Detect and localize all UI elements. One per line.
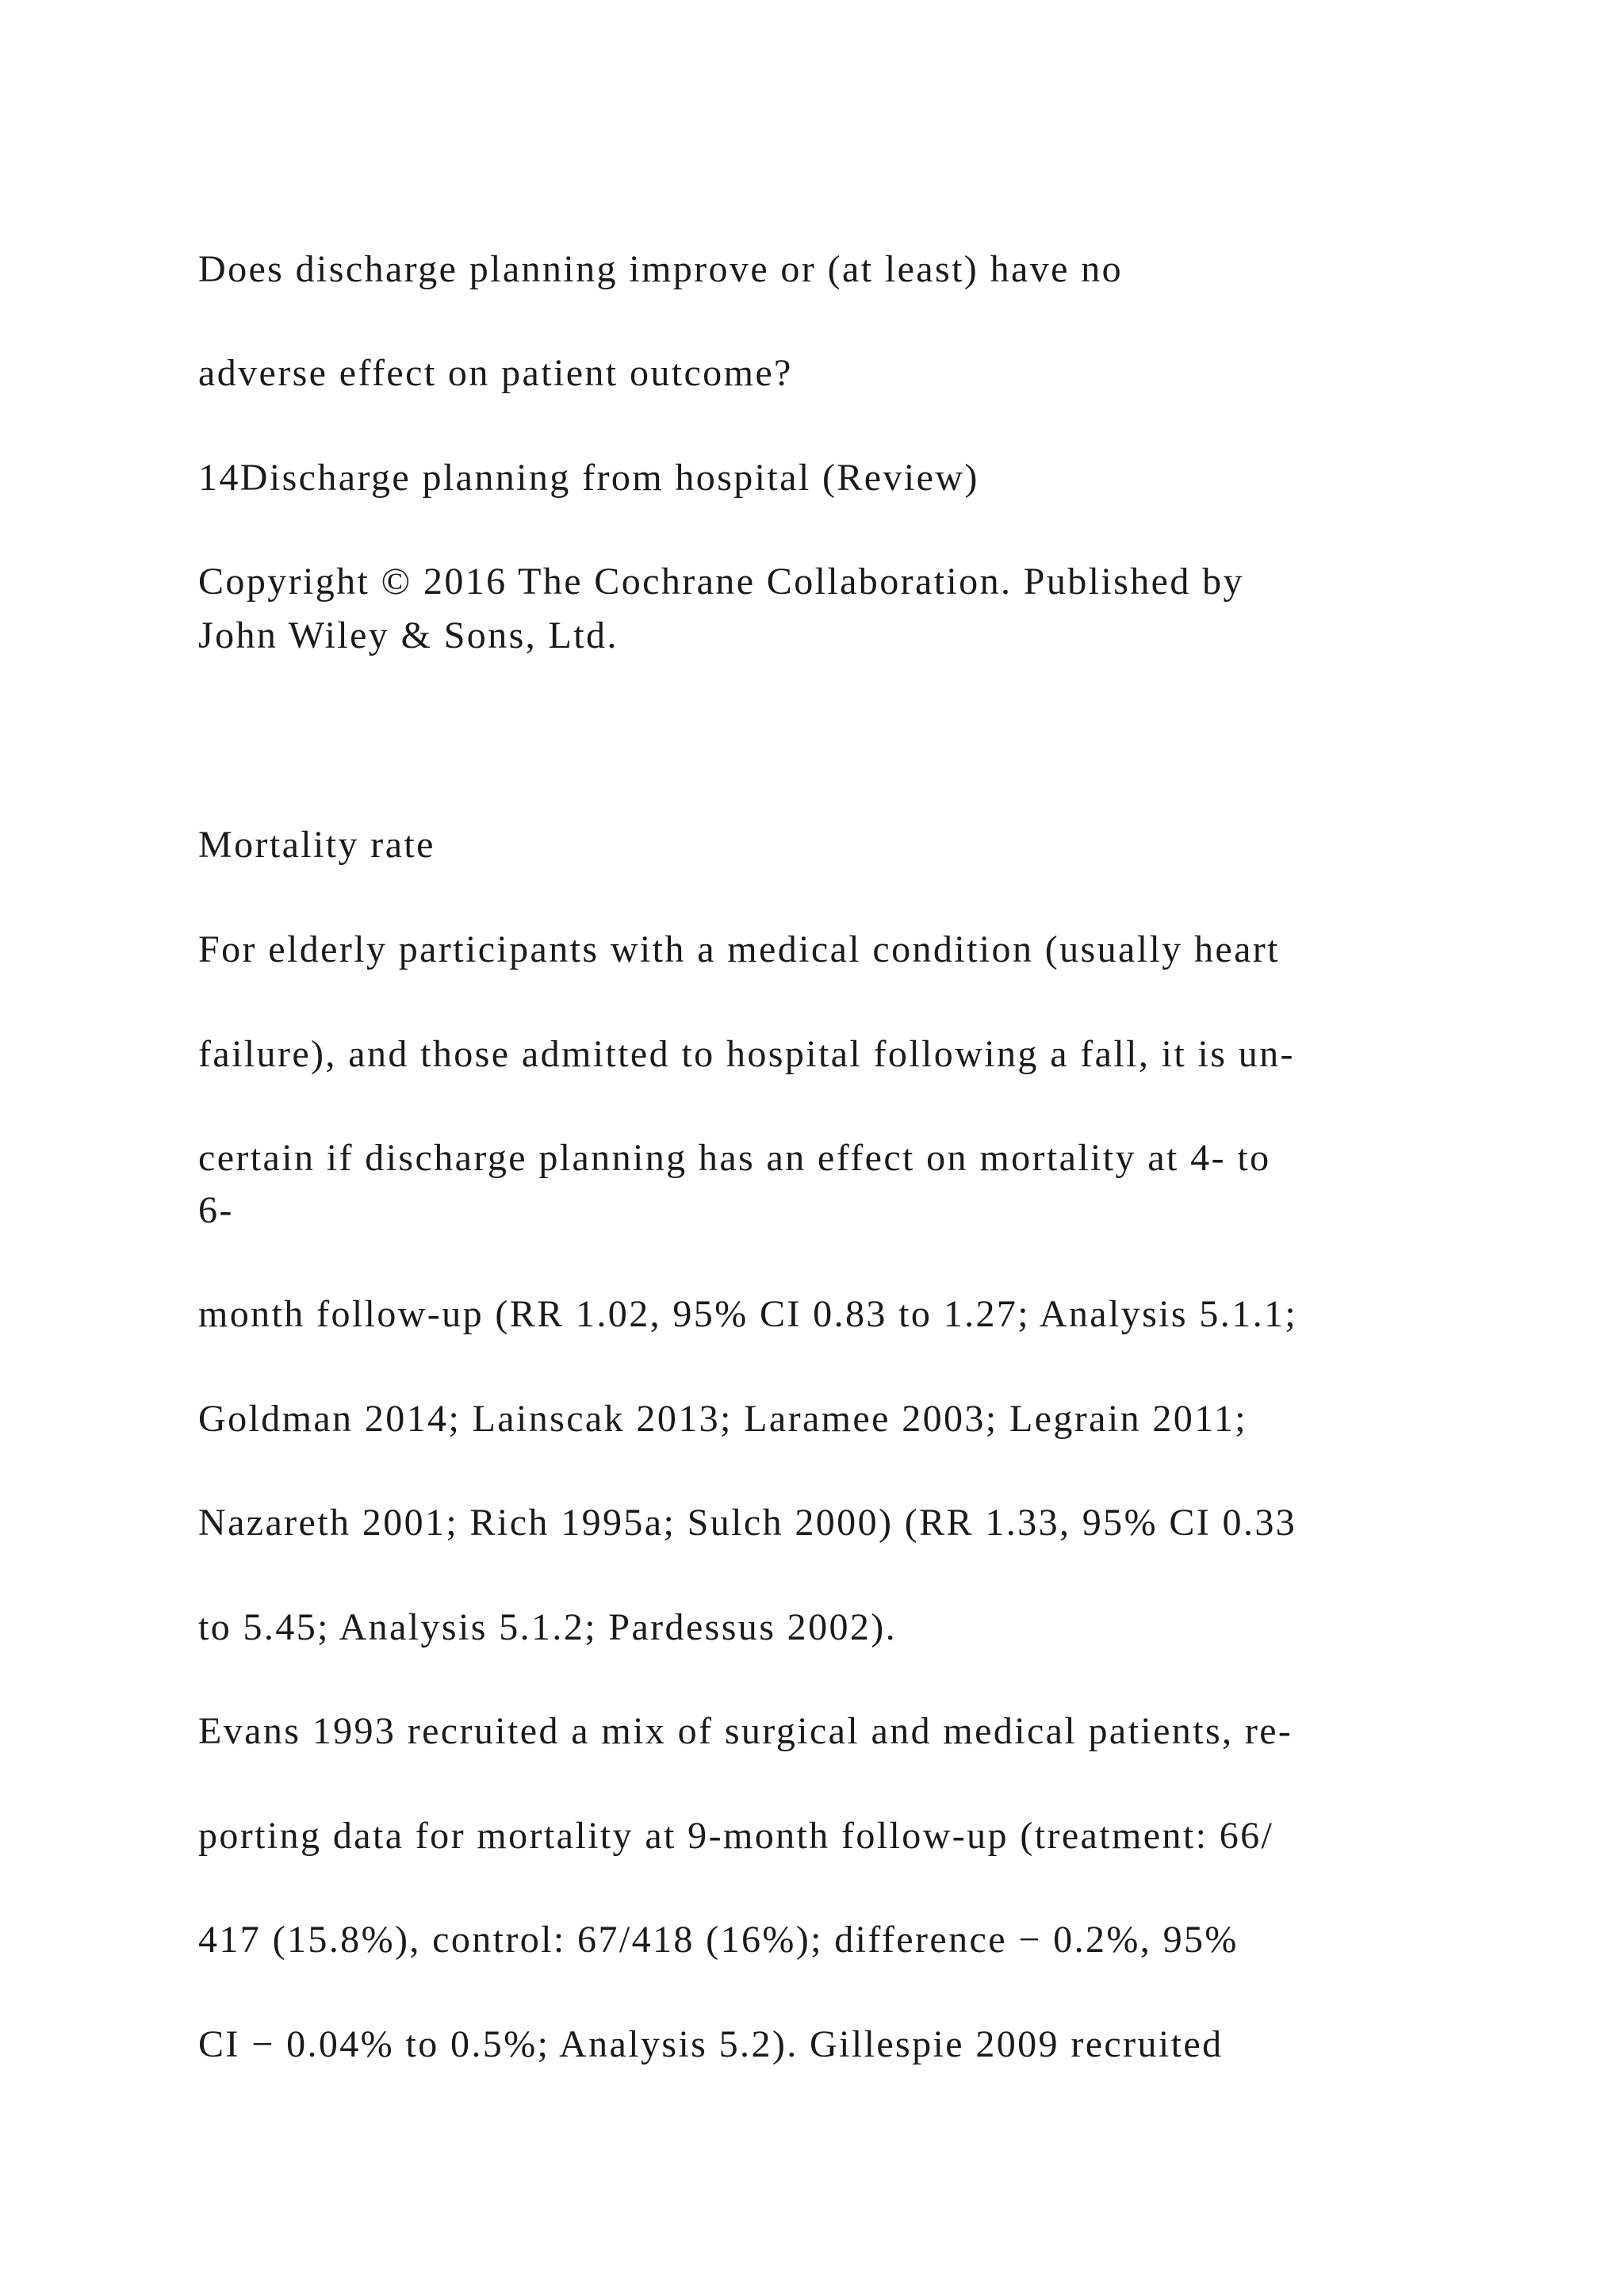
copyright-line-2: John Wiley & Sons, Ltd. [198, 614, 619, 656]
copyright-line-1: Copyright © 2016 The Cochrane Collaboration. Published by [198, 561, 1244, 603]
para1-line-4: 6- [198, 1189, 234, 1231]
para1-line-5: month follow-up (RR 1.02, 95% CI 0.83 to 1.27; Analysis 5.1.1; [198, 1293, 1298, 1335]
para2-line-4: CI − 0.04% to 0.5%; Analysis 5.2). Gillespie 2009 recruited [198, 2023, 1224, 2065]
para2-line-2: porting data for mortality at 9-month follow-up (treatment: 66/ [198, 1815, 1274, 1857]
para1-line-8: to 5.45; Analysis 5.1.2; Pardessus 2002). [198, 1606, 898, 1648]
para2-line-3: 417 (15.8%), control: 67/418 (16%); difference − 0.2%, 95% [198, 1919, 1239, 1961]
para2-line-1: Evans 1993 recruited a mix of surgical and medical patients, re- [198, 1710, 1293, 1752]
intro-line-1: Does discharge planning improve or (at least) have no [198, 248, 1123, 290]
para1-line-3: certain if discharge planning has an effect on mortality at 4- to [198, 1137, 1271, 1179]
para1-line-1: For elderly participants with a medical condition (usually heart [198, 928, 1280, 970]
para1-line-7: Nazareth 2001; Rich 1995a; Sulch 2000) (RR 1.33, 95% CI 0.33 [198, 1502, 1297, 1544]
para1-line-2: failure), and those admitted to hospital following a fall, it is un- [198, 1033, 1295, 1075]
section-heading: Mortality rate [198, 824, 435, 866]
intro-line-2: adverse effect on patient outcome? [198, 352, 793, 394]
running-header: 14Discharge planning from hospital (Review) [198, 457, 979, 499]
para1-line-6: Goldman 2014; Lainscak 2013; Laramee 2003; Legrain 2011; [198, 1398, 1247, 1440]
